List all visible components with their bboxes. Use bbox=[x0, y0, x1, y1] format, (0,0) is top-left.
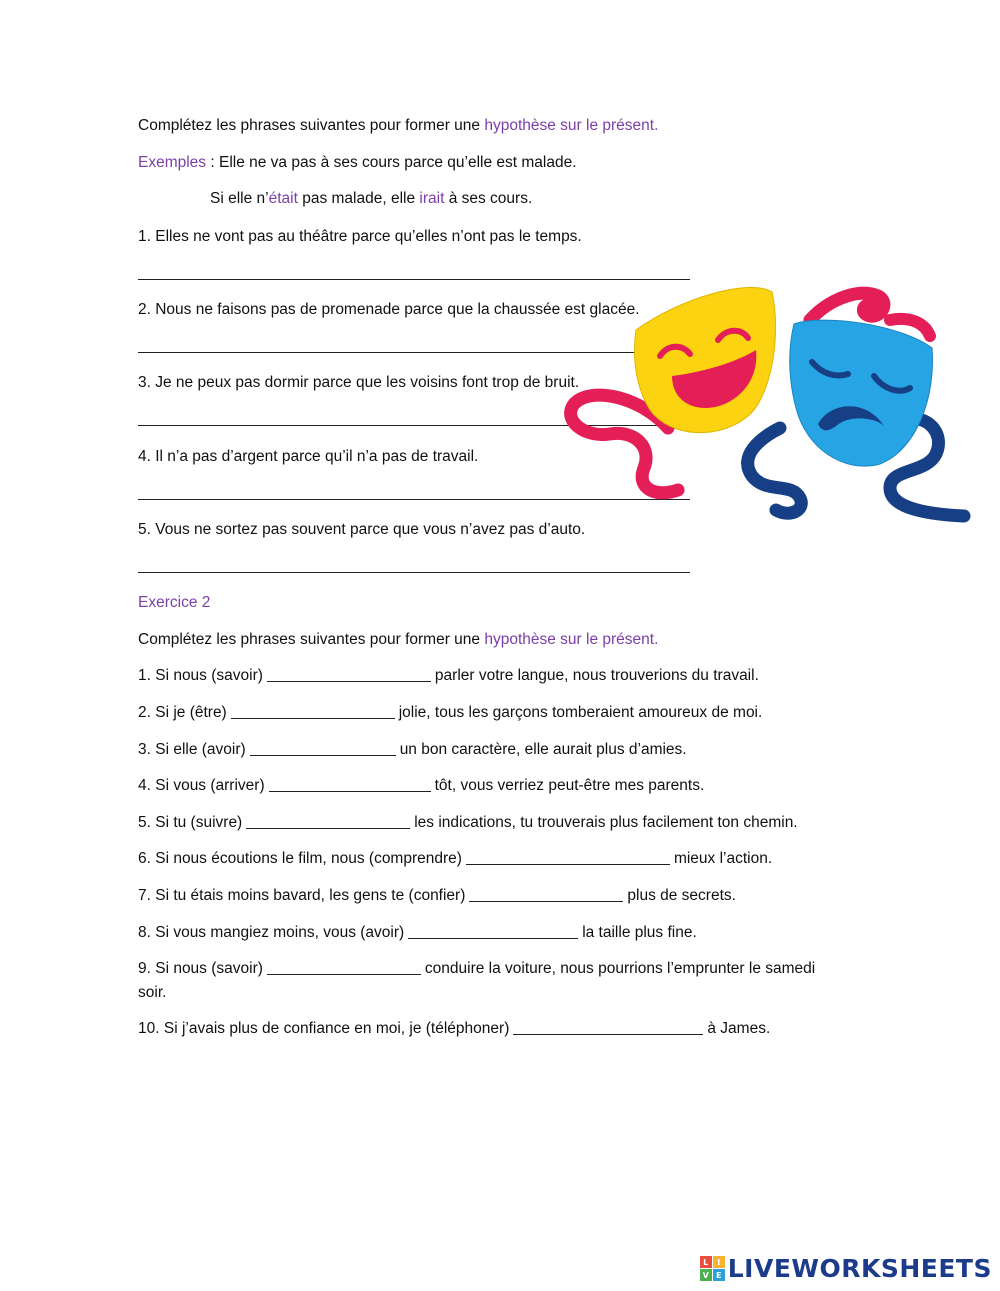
ex1-instruction-highlight: hypothèse sur le présent. bbox=[484, 117, 659, 134]
ex1-item-5: 5. Vous ne sortez pas souvent parce que vous n’avez pas d’auto. bbox=[138, 521, 586, 538]
theater-masks-icon bbox=[560, 278, 980, 538]
answer-blank-2[interactable] bbox=[231, 702, 395, 719]
ex2-title: Exercice 2 bbox=[138, 594, 211, 611]
ex2-item-1: 1. Si nous (savoir) parler votre langue, nous trouverions du travail. bbox=[138, 667, 759, 684]
ex2-instruction: Complétez les phrases suivantes pour former une hypothèse sur le présent. bbox=[138, 631, 659, 648]
answer-blank-5[interactable] bbox=[246, 812, 410, 829]
example-verb-2: irait bbox=[419, 190, 445, 207]
ex2-item-10: 10. Si j’avais plus de confiance en moi, je (téléphoner) à James. bbox=[138, 1020, 771, 1037]
ex2-item-9-continuation: soir. bbox=[138, 984, 167, 1001]
answer-blank-9[interactable] bbox=[267, 958, 421, 975]
ex1-item-2: 2. Nous ne faisons pas de promenade parce que la chaussée est glacée. bbox=[138, 301, 640, 318]
ex1-instruction: Complétez les phrases suivantes pour former une hypothèse sur le présent. bbox=[138, 117, 659, 134]
example-answer: Si elle n’était pas malade, elle irait à ses cours. bbox=[210, 190, 533, 207]
ex2-item-4: 4. Si vous (arriver) tôt, vous verriez peut-être mes parents. bbox=[138, 777, 705, 794]
liveworksheets-logo[interactable] bbox=[700, 1254, 992, 1283]
answer-blank-10[interactable] bbox=[513, 1018, 703, 1035]
logo-tile-i: I bbox=[713, 1256, 725, 1268]
ex2-item-2: 2. Si je (être) jolie, tous les garçons tomberaient amoureux de moi. bbox=[138, 704, 763, 721]
ex1-item-3: 3. Je ne peux pas dormir parce que les voisins font trop de bruit. bbox=[138, 374, 580, 391]
ex2-item-9: 9. Si nous (savoir) conduire la voiture, nous pourrions l’emprunter le samedi bbox=[138, 960, 816, 977]
ex2-item-8: 8. Si vous mangiez moins, vous (avoir) la taille plus fine. bbox=[138, 924, 697, 941]
ex2-item-7: 7. Si tu étais moins bavard, les gens te (confier) plus de secrets. bbox=[138, 887, 736, 904]
logo-tile-e: E bbox=[713, 1269, 725, 1281]
answer-blank-8[interactable] bbox=[408, 922, 578, 939]
ex2-item-5: 5. Si tu (suivre) les indications, tu trouverais plus facilement ton chemin. bbox=[138, 814, 798, 831]
answer-blank-4[interactable] bbox=[269, 775, 431, 792]
answer-blank-7[interactable] bbox=[469, 885, 623, 902]
ex1-item-1: 1. Elles ne vont pas au théâtre parce qu’elles n’ont pas le temps. bbox=[138, 228, 582, 245]
logo-tile-l: L bbox=[700, 1256, 712, 1268]
example-label: Exemples bbox=[138, 154, 207, 171]
answer-blank-3[interactable] bbox=[250, 739, 396, 756]
live-logo-icon bbox=[700, 1256, 725, 1281]
answer-blank-1[interactable] bbox=[267, 665, 431, 682]
answer-blank-6[interactable] bbox=[466, 848, 670, 865]
ex2-item-3: 3. Si elle (avoir) un bon caractère, elle aurait plus d’amies. bbox=[138, 741, 687, 758]
answer-line-5[interactable] bbox=[138, 572, 690, 573]
ex2-item-6: 6. Si nous écoutions le film, nous (comprendre) mieux l’action. bbox=[138, 850, 773, 867]
ex2-instruction-highlight: hypothèse sur le présent. bbox=[484, 631, 659, 648]
example-line: Exemples : Elle ne va pas à ses cours parce qu’elle est malade. bbox=[138, 154, 577, 171]
example-verb-1: était bbox=[268, 190, 298, 207]
ex1-item-4: 4. Il n’a pas d’argent parce qu’il n’a pas de travail. bbox=[138, 448, 479, 465]
logo-tile-v: V bbox=[700, 1269, 712, 1281]
brand-name: LIVEWORKSHEETS bbox=[727, 1254, 992, 1283]
